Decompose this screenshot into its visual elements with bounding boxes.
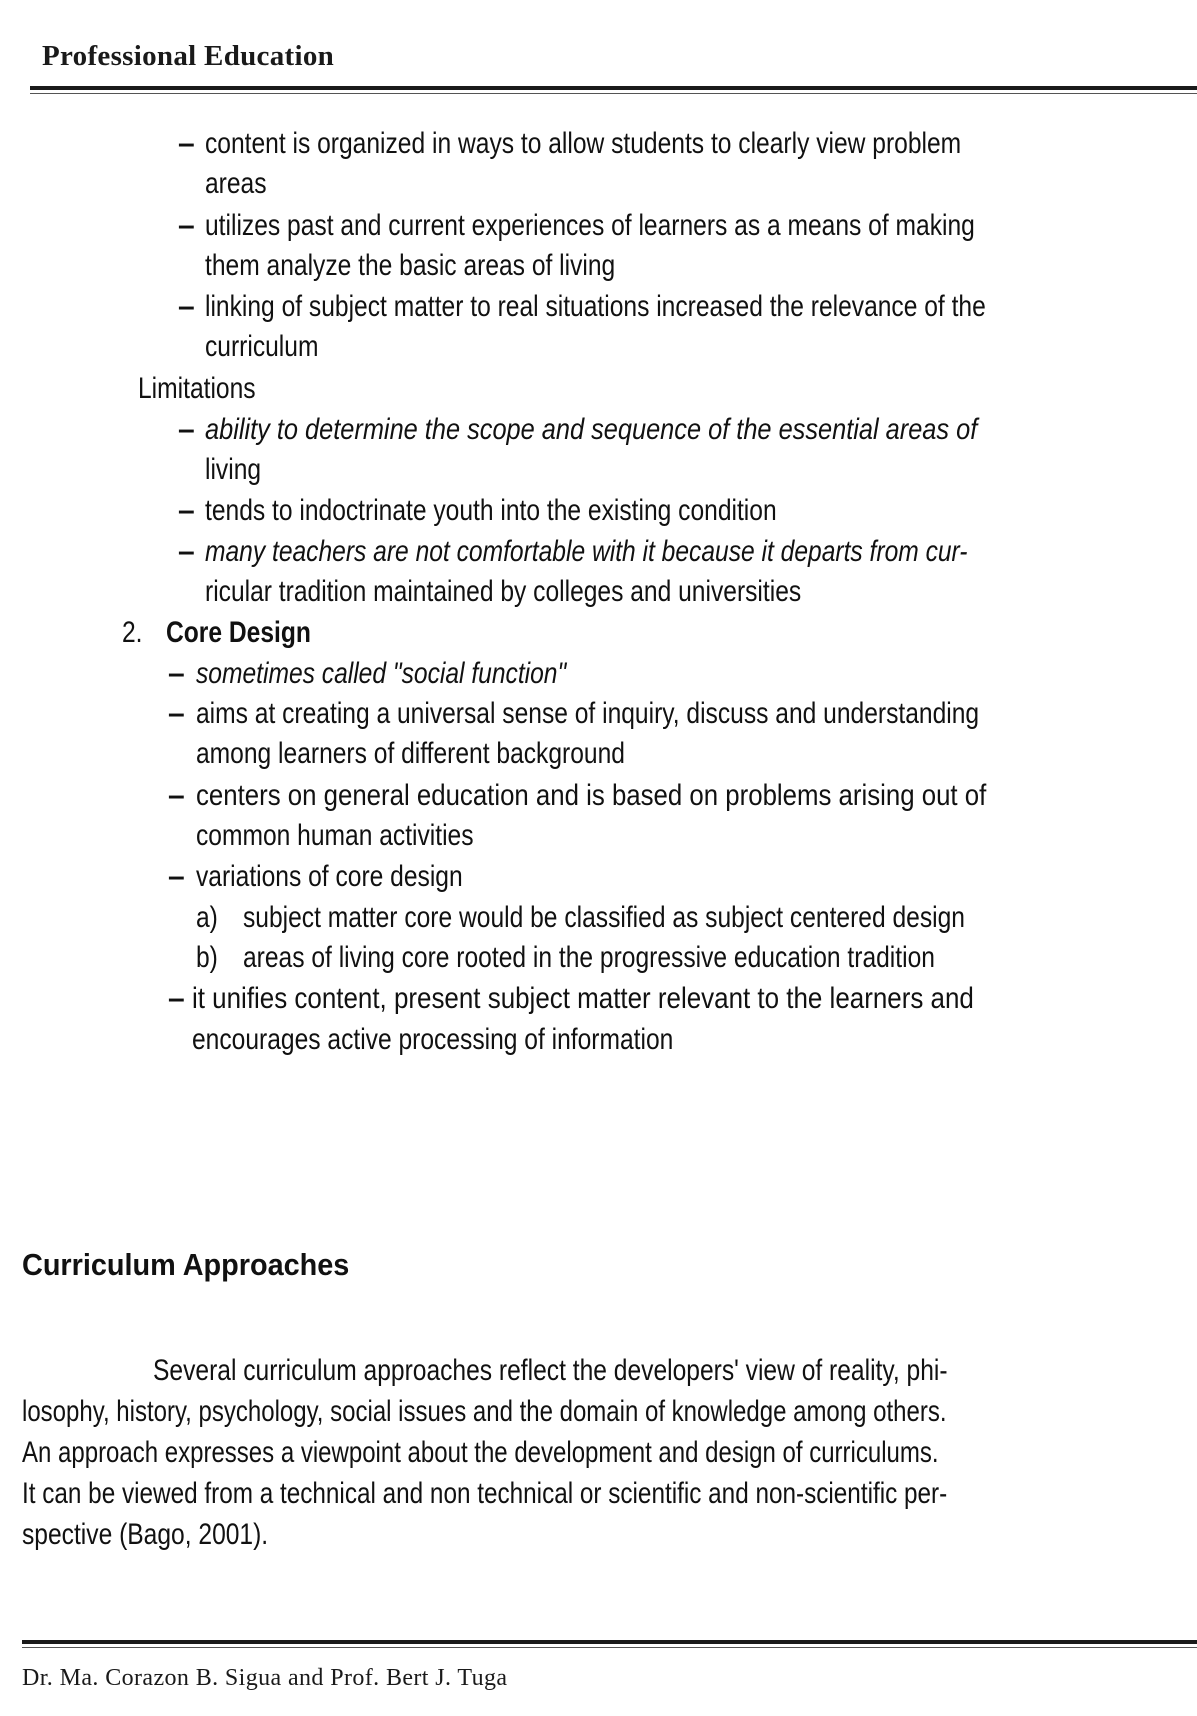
list-item-line: curriculum [205,330,319,363]
bullet-dash: – [178,290,195,323]
bullet-dash: – [168,697,185,730]
list-item-line: sometimes called "social function" [196,657,567,690]
running-header-title: Professional Education [42,40,335,72]
paragraph-line: spective (Bago, 2001). [22,1518,269,1551]
list-item-line: ability to determine the scope and sequence of the essential areas of [205,413,978,446]
list-item-line: utilizes past and current experiences of learners as a means of making [205,209,975,242]
bullet-dash: – [168,657,185,690]
list-item-line: living [205,453,262,486]
section-heading-curriculum-approaches: Curriculum Approaches [22,1247,350,1282]
variation-text: subject matter core would be classified as subject centered design [243,901,965,934]
list-item-line: ricular tradition maintained by colleges and universities [205,575,802,608]
core-design-title: Core Design [166,616,311,649]
bullet-dash: – [178,535,195,568]
bullet-dash: – [178,413,195,446]
list-item-line: encourages active processing of information [192,1023,674,1056]
header-rule [30,86,1197,90]
list-item-line: variations of core design [196,860,463,893]
list-item-line: centers on general education and is based on problems arising out of [196,779,987,812]
bullet-dash: – [178,127,195,160]
list-item-line: many teachers are not comfortable with it because it departs from cur- [205,535,968,568]
list-item-line: areas [205,167,267,200]
paragraph-line: An approach expresses a viewpoint about the development and design of curriculums. [22,1436,939,1469]
footer-rule [22,1640,1197,1644]
footer-rule-thin [22,1647,1197,1648]
list-item-line: among learners of different background [196,737,625,770]
variation-marker: b) [196,941,218,974]
list-item-line: aims at creating a universal sense of inquiry, discuss and understanding [196,697,980,730]
list-item-line: it unifies content, present subject matter relevant to the learners and [192,982,974,1015]
bullet-dash: – [168,860,185,893]
paragraph-line: Several curriculum approaches reflect the developers' view of reality, phi- [153,1354,948,1387]
bullet-dash: – [168,779,185,812]
variation-marker: a) [196,901,218,934]
limitations-heading: Limitations [138,372,256,405]
list-item-line: common human activities [196,819,474,852]
bullet-dash: – [178,494,195,527]
paragraph-line: losophy, history, psychology, social issues and the domain of knowledge among others. [22,1395,947,1428]
core-design-number: 2. [122,616,143,649]
list-item-line: tends to indoctrinate youth into the existing condition [205,494,777,527]
footer-authors: Dr. Ma. Corazon B. Sigua and Prof. Bert J. Tuga [22,1665,508,1691]
list-item-line: linking of subject matter to real situations increased the relevance of the [205,290,986,323]
bullet-dash: – [178,209,195,242]
list-item-line: them analyze the basic areas of living [205,249,616,282]
header-rule-thin [30,93,1197,94]
bullet-dash: – [168,982,185,1015]
paragraph-line: It can be viewed from a technical and non technical or scientific and non-scientific per- [22,1477,948,1510]
variation-text: areas of living core rooted in the progressive education tradition [243,941,935,974]
list-item-line: content is organized in ways to allow students to clearly view problem [205,127,962,160]
